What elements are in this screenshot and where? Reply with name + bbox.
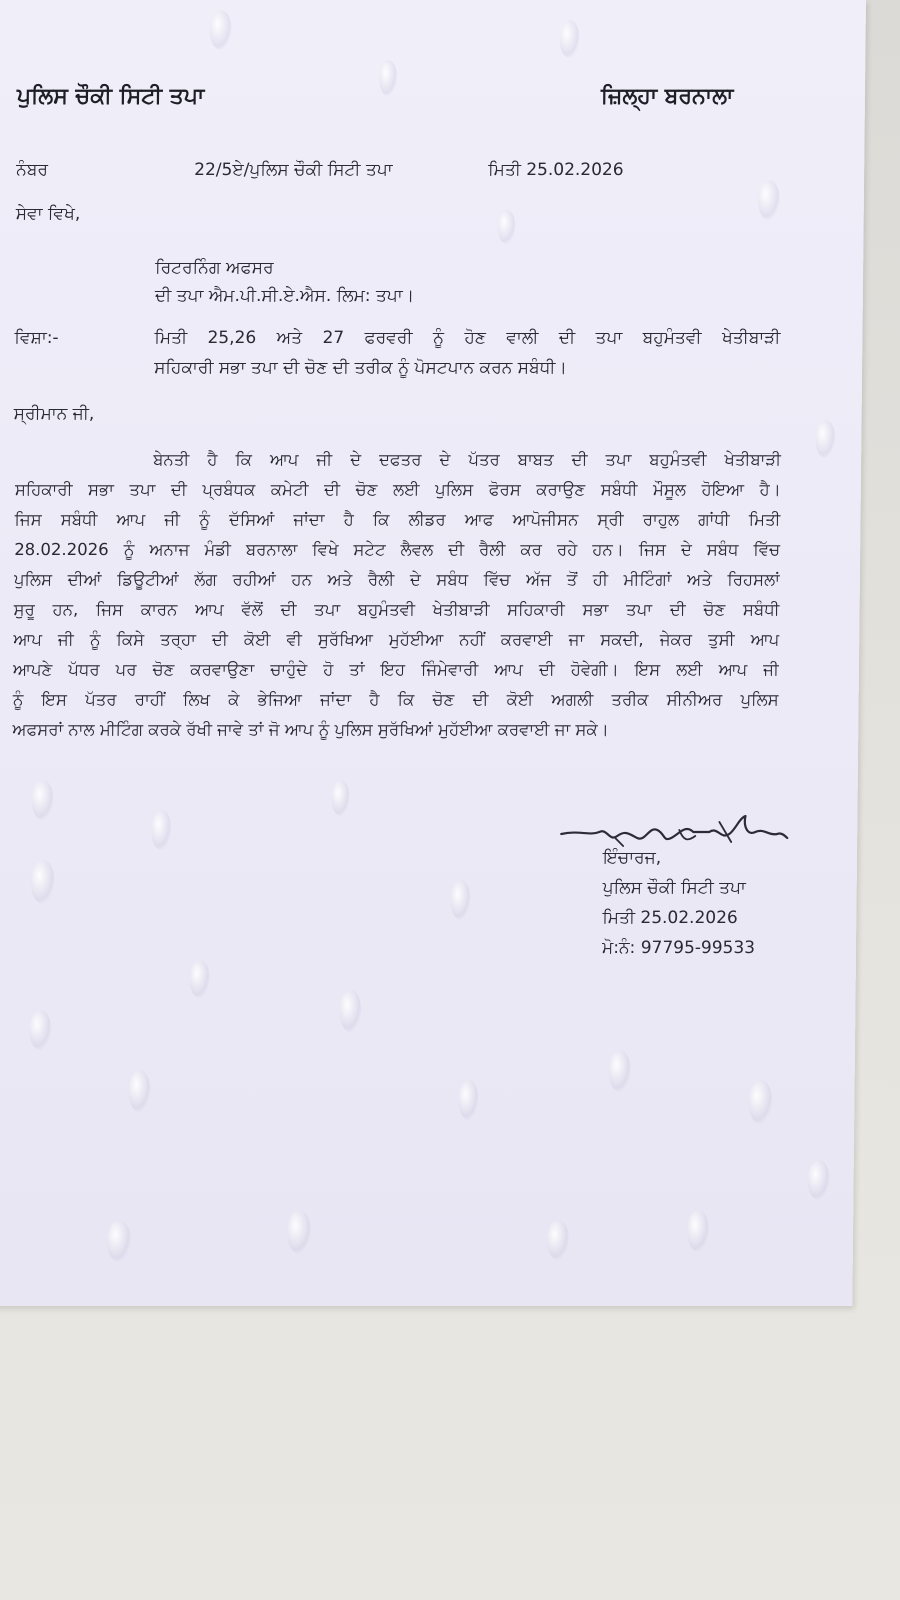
- body-line: 28.02.2026 ਨੂੰ ਅਨਾਜ ਮੰਡੀ ਬਰਨਾਲਾ ਵਿਖੇ ਸਟੇਟ ਲੈਵਲ ਦੀ ਰੈਲੀ ਕਰ ਰਹੇ ਹਨ। ਜਿਸ ਦੇ ਸਬੰਧ ਵਿੱਚ: [14, 540, 781, 559]
- emboss-texture: [807, 1160, 829, 1200]
- reference-date: ਮਿਤੀ 25.02.2026: [488, 160, 624, 180]
- emboss-texture: [31, 860, 55, 904]
- body-line: ਸੁਰੂ ਹਨ, ਜਿਸ ਕਾਰਨ ਆਪ ਵੱਲੋਂ ਦੀ ਤਪਾ ਬਹੁਮੰਤਵੀ ਖੇਤੀਬਾੜੀ ਸਹਿਕਾਰੀ ਸਭਾ ਤਪਾ ਦੀ ਚੋਣ ਸਬੰਧੀ: [13, 600, 780, 619]
- emboss-texture: [151, 810, 171, 850]
- office-heading: ਪੁਲਿਸ ਚੌਕੀ ਸਿਟੀ ਤਪਾ: [16, 84, 205, 109]
- reference-number-label: ਨੰਬਰ: [16, 160, 49, 180]
- emboss-texture: [379, 60, 397, 96]
- body-line: ਆਪਣੇ ਪੱਧਰ ਪਰ ਚੋਣ ਕਰਵਾਉਣਾ ਚਾਹੁੰਦੇ ਹੋ ਤਾਂ ਇਹ ਜਿੰਮੇਵਾਰੀ ਆਪ ਦੀ ਹੋਵੇਗੀ। ਇਸ ਲਈ ਆਪ ਜੀ: [12, 660, 780, 679]
- body-line: ਅਫਸਰਾਂ ਨਾਲ ਮੀਟਿੰਗ ਕਰਕੇ ਰੱਖੀ ਜਾਵੇ ਤਾਂ ਜੋ ਆਪ ਨੂੰ ਪੁਲਿਸ ਸੁਰੱਖਿਆਂ ਮੁਹੱਈਆ ਕਰਵਾਈ ਜਾ ਸਕੇ।: [12, 720, 609, 739]
- signatory-mobile: ਮੋ:ਨੰ: 97795-99533: [601, 938, 756, 958]
- emboss-texture: [748, 1080, 772, 1124]
- district-heading: ਜ਼ਿਲ੍ਹਾ ਬਰਨਾਲਾ: [600, 84, 734, 109]
- emboss-texture: [758, 180, 780, 220]
- body-line: ਆਪ ਜੀ ਨੂੰ ਕਿਸੇ ਤਰ੍ਹਾ ਦੀ ਕੋਈ ਵੀ ਸੁਰੱਖਿਆ ਮੁਹੱਈਆ ਨਹੀਂ ਕਰਵਾਈ ਜਾ ਸਕਦੀ, ਜੇਕਰ ਤੁਸੀ ਆਪ: [13, 630, 780, 649]
- emboss-texture: [209, 10, 231, 50]
- emboss-texture: [609, 1050, 631, 1092]
- emboss-texture: [190, 960, 210, 998]
- recipient-organization: ਦੀ ਤਪਾ ਐਮ.ਪੀ.ਸੀ.ਏ.ਐਸ. ਲਿਮ: ਤਪਾ।: [154, 286, 415, 306]
- body-line: ਬੇਨਤੀ ਹੈ ਕਿ ਆਪ ਜੀ ਦੇ ਦਫਤਰ ਦੇ ਪੱਤਰ ਬਾਬਤ ਦੀ ਤਪਾ ਬਹੁਮੰਤਵੀ ਖੇਤੀਬਾੜੀ: [153, 450, 782, 469]
- signatory-office: ਪੁਲਿਸ ਚੌਕੀ ਸਿਟੀ ਤਪਾ: [602, 878, 746, 898]
- subject-line: ਮਿਤੀ 25,26 ਅਤੇ 27 ਫਰਵਰੀ ਨੂੰ ਹੋਣ ਵਾਲੀ ਦੀ ਤਪਾ ਬਹੁਮੰਤਵੀ ਖੇਤੀਬਾੜੀ: [154, 328, 781, 348]
- signatory-designation: ਇੰਚਾਰਜ,: [602, 848, 662, 868]
- emboss-texture: [547, 1220, 569, 1260]
- emboss-texture: [559, 20, 579, 58]
- subject-label: ਵਿਸ਼ਾ:-: [14, 328, 59, 348]
- emboss-texture: [331, 780, 349, 816]
- emboss-texture: [687, 1210, 709, 1252]
- emboss-texture: [815, 420, 835, 458]
- body-line: ਸਹਿਕਾਰੀ ਸਭਾ ਤਪਾ ਦੀ ਪ੍ਰਬੰਧਕ ਕਮੇਟੀ ਦੀ ਚੋਣ ਲਈ ਪੁਲਿਸ ਫੋਰਸ ਕਰਾਉਣ ਸਬੰਧੀ ਮੌਸੂਲ ਹੋਇਆ ਹੈ।: [14, 480, 781, 499]
- salutation-to: ਸੇਵਾ ਵਿਖੇ,: [15, 204, 81, 224]
- greeting: ਸ੍ਰੀਮਾਨ ਜੀ,: [13, 404, 95, 424]
- emboss-texture: [287, 1210, 311, 1254]
- emboss-texture: [497, 210, 515, 244]
- emboss-texture: [450, 880, 470, 920]
- emboss-texture: [31, 780, 53, 820]
- emboss-texture: [29, 1010, 51, 1050]
- handwritten-signature: [559, 812, 790, 862]
- subject-line: ਸਹਿਕਾਰੀ ਸਭਾ ਤਪਾ ਦੀ ਚੋਣ ਦੀ ਤਰੀਕ ਨੂੰ ਪੋਸਟਪਾਨ ਕਰਨ ਸਬੰਧੀ।: [154, 358, 568, 378]
- emboss-texture: [128, 1070, 150, 1112]
- emboss-texture: [458, 1080, 478, 1120]
- body-line: ਨੂੰ ਇਸ ਪੱਤਰ ਰਾਹੀਂ ਲਿਖ ਕੇ ਭੇਜਿਆ ਜਾਂਦਾ ਹੈ ਕਿ ਚੋਣ ਦੀ ਕੋਈ ਅਗਲੀ ਤਰੀਕ ਸੀਨੀਅਰ ਪੁਲਿਸ: [12, 690, 779, 709]
- body-line: ਜਿਸ ਸਬੰਧੀ ਆਪ ਜੀ ਨੂੰ ਦੱਸਿਆਂ ਜਾਂਦਾ ਹੈ ਕਿ ਲੀਡਰ ਆਫ ਆਪੋਜੀਸਨ ਸ੍ਰੀ ਰਾਹੁਲ ਗਾਂਧੀ ਮਿਤੀ: [14, 510, 781, 529]
- emboss-texture: [339, 990, 361, 1032]
- signatory-date: ਮਿਤੀ 25.02.2026: [602, 908, 738, 928]
- body-line: ਪੁਲਿਸ ਦੀਆਂ ਡਿਊਟੀਆਂ ਲੱਗ ਰਹੀਆਂ ਹਨ ਅਤੇ ਰੈਲੀ ਦੇ ਸਬੰਧ ਵਿੱਚ ਅੱਜ ਤੋਂ ਹੀ ਮੀਟਿੰਗਾਂ ਅਤੇ ਰਿਹਸਲਾਂ: [13, 570, 781, 589]
- reference-number: 22/5ਏ/ਪੁਲਿਸ ਚੌਕੀ ਸਿਟੀ ਤਪਾ: [194, 160, 393, 180]
- emboss-texture: [107, 1220, 131, 1262]
- recipient-title: ਰਿਟਰਨਿੰਗ ਅਫਸਰ: [155, 258, 274, 278]
